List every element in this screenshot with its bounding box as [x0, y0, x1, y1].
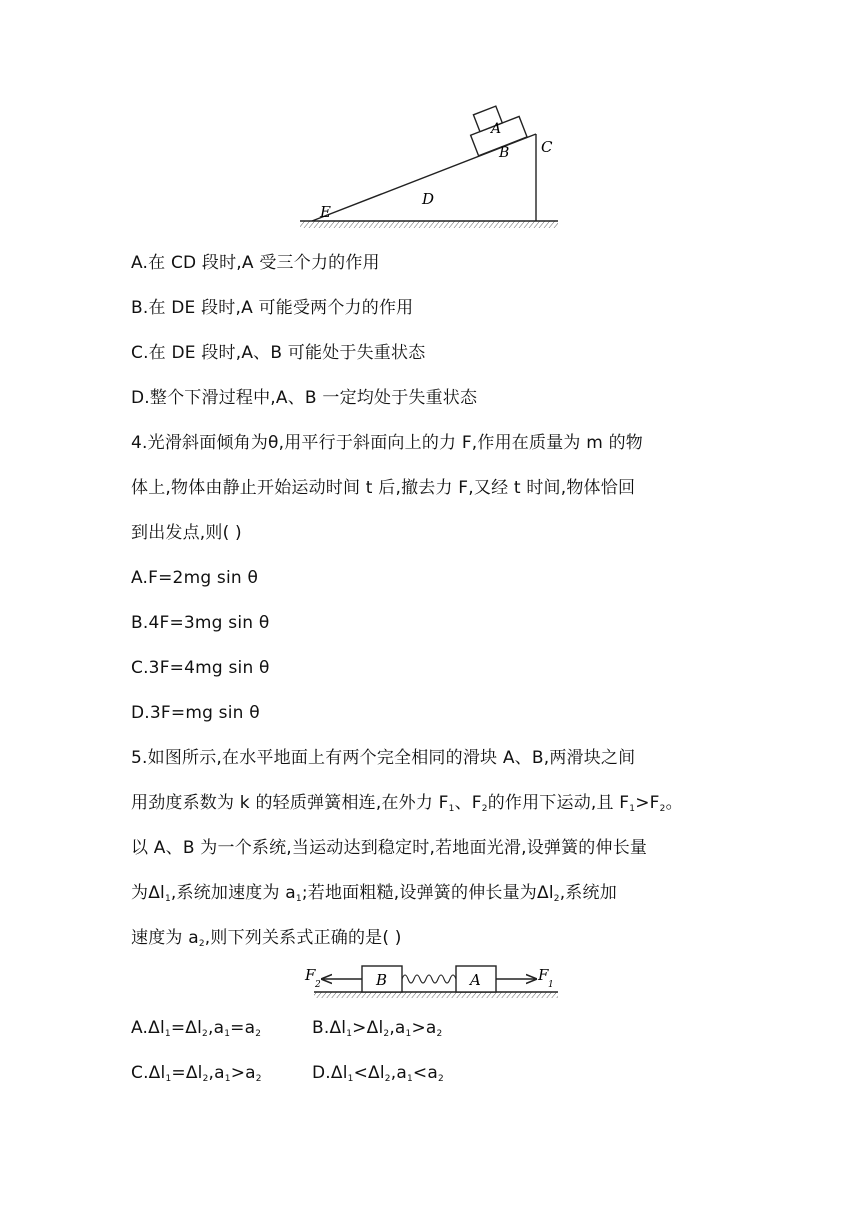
q5-option-d	[312, 1063, 444, 1083]
q4-stem-line-3: 到出发点,则( )	[131, 523, 242, 543]
q5-d-t3: ,a	[390, 1063, 407, 1083]
q5-l4-s3: 2	[553, 894, 560, 904]
q4-option-b: B.4F=3mg sin θ	[131, 613, 270, 633]
q5-c-s4: 2	[255, 1074, 262, 1084]
q5-d-s1: 1	[347, 1074, 354, 1084]
q4-stem-line-1: 4.光滑斜面倾角为θ,用平行于斜面向上的力 F,作用在质量为 m 的物	[131, 433, 643, 453]
ground-hatch-2	[314, 992, 558, 998]
q5-d-s2: 2	[384, 1074, 391, 1084]
q5-l2-s2: 2	[481, 804, 488, 814]
q4-option-a: A.F=2mg sin θ	[131, 568, 259, 588]
q5-c-s1: 1	[165, 1074, 172, 1084]
q5-l5-a: 速度为 a	[131, 928, 199, 948]
q5-d-t2: <Δl	[353, 1063, 385, 1083]
q5-b-t2: >Δl	[352, 1018, 384, 1038]
q5-stem-line-2	[131, 793, 683, 813]
label-f2-sub: 2	[315, 980, 321, 990]
q5-b-t4: >a	[411, 1018, 437, 1038]
q4-option-d: D.3F=mg sin θ	[131, 703, 260, 723]
spring-blocks-figure	[0, 958, 860, 1008]
q3-option-c: C.在 DE 段时,A、B 可能处于失重状态	[131, 343, 426, 363]
q5-d-s4: 2	[437, 1074, 444, 1084]
q5-a-s4: 2	[255, 1029, 262, 1039]
q5-stem-line-3: 以 A、B 为一个系统,当运动达到稳定时,若地面光滑,设弹簧的伸长量	[131, 838, 648, 858]
q5-c-s2: 2	[202, 1074, 209, 1084]
q5-l2-e: 。	[665, 793, 683, 813]
incline-figure	[0, 0, 860, 240]
q5-d-t1: D.Δl	[312, 1063, 348, 1083]
q5-b-s3: 1	[405, 1029, 412, 1039]
q5-l4-a: 为Δl	[131, 883, 165, 903]
label-d: D	[422, 190, 435, 208]
q5-b-t1: B.Δl	[312, 1018, 347, 1038]
q5-c-s3: 1	[224, 1074, 231, 1084]
q5-stem-line-1: 5.如图所示,在水平地面上有两个完全相同的滑块 A、B,两滑块之间	[131, 748, 636, 768]
label-f2: F	[305, 966, 316, 984]
q5-l5-s1: 2	[198, 939, 205, 949]
q5-b-s4: 2	[436, 1029, 443, 1039]
label-b-2: B	[376, 971, 388, 989]
q5-d-s3: 1	[406, 1074, 413, 1084]
q5-stem-line-4	[131, 883, 617, 903]
label-a: A	[491, 121, 502, 137]
q5-a-t1: A.Δl	[131, 1018, 165, 1038]
q5-a-t2: =Δl	[170, 1018, 203, 1038]
q4-option-c: C.3F=4mg sin θ	[131, 658, 270, 678]
q5-b-s1: 1	[346, 1029, 353, 1039]
q3-option-b: B.在 DE 段时,A 可能受两个力的作用	[131, 298, 414, 318]
q5-a-t4: =a	[230, 1018, 256, 1038]
q5-l4-b: ,系统加速度为 a	[170, 883, 296, 903]
label-c: C	[541, 138, 553, 156]
label-a-2: A	[470, 971, 481, 989]
label-b: B	[499, 145, 510, 161]
q4-stem-line-2: 体上,物体由静止开始运动时间 t 后,撤去力 F,又经 t 时间,物体恰回	[131, 478, 636, 498]
label-f1: F	[538, 966, 549, 984]
q5-l2-d: >F	[635, 793, 660, 813]
q5-c-t4: >a	[230, 1063, 256, 1083]
label-f1-sub: 1	[548, 980, 554, 990]
q5-option-b	[312, 1018, 442, 1038]
spring	[402, 975, 456, 983]
q5-l4-s2: 1	[295, 894, 302, 904]
label-e: E	[320, 203, 331, 221]
q5-a-t3: ,a	[207, 1018, 225, 1038]
q5-l2-s1: 1	[448, 804, 455, 814]
q5-stem-line-5	[131, 928, 402, 948]
q5-l2-s3: 1	[629, 804, 636, 814]
q5-l4-s1: 1	[164, 894, 171, 904]
q5-l2-c: 的作用下运动,且 F	[487, 793, 630, 813]
q5-l2-s4: 2	[659, 804, 666, 814]
q5-l4-d: ,系统加	[559, 883, 617, 903]
q5-l2-a: 用劲度系数为 k 的轻质弹簧相连,在外力 F	[131, 793, 449, 813]
q5-c-t2: =Δl	[171, 1063, 203, 1083]
q5-option-a	[131, 1018, 261, 1038]
q5-a-s3: 1	[224, 1029, 231, 1039]
q5-d-t4: <a	[412, 1063, 438, 1083]
q3-option-d: D.整个下滑过程中,A、B 一定均处于失重状态	[131, 388, 478, 408]
q5-a-s2: 2	[202, 1029, 208, 1039]
q5-l2-b: 、F	[454, 793, 482, 813]
ground-hatch	[300, 221, 558, 228]
q5-l4-c: ;若地面粗糙,设弹簧的伸长量为Δl	[301, 883, 554, 903]
q5-a-s1: 1	[164, 1029, 171, 1039]
q5-l5-b: ,则下列关系式正确的是( )	[204, 928, 402, 948]
q3-option-a: A.在 CD 段时,A 受三个力的作用	[131, 253, 380, 273]
q5-c-t1: C.Δl	[131, 1063, 166, 1083]
q5-option-c	[131, 1063, 262, 1083]
q5-b-s2: 2	[383, 1029, 390, 1039]
q5-b-t3: ,a	[389, 1018, 406, 1038]
q5-c-t3: ,a	[208, 1063, 225, 1083]
